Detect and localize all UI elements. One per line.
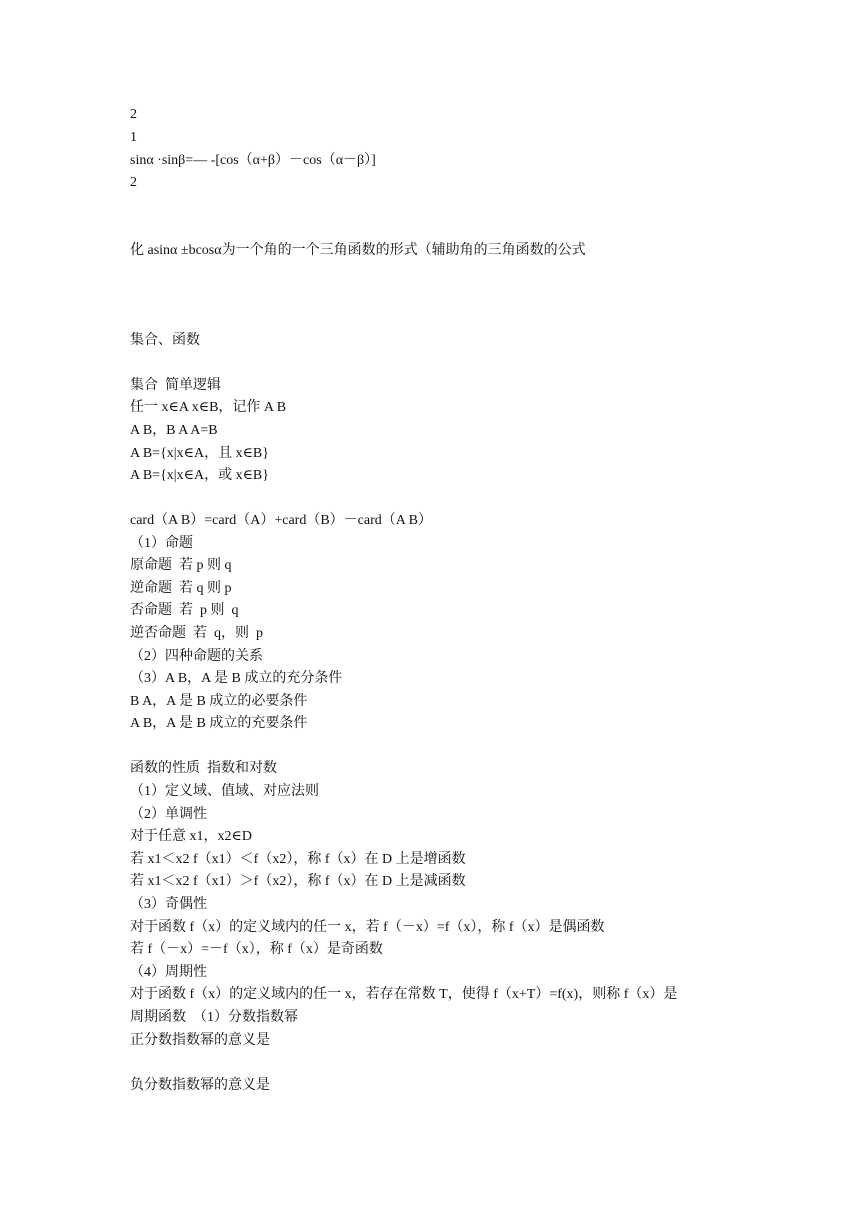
formula-line: card（A B）=card（A）+card（B）－card（A B）: [130, 513, 432, 528]
text-line: 1: [130, 130, 137, 145]
section-heading: 集合、函数: [130, 333, 200, 348]
text-line: 若 x1＜x2 f（x1）＞f（x2），称 f（x）在 D 上是减函数: [130, 874, 466, 889]
text-line: （3）奇偶性: [130, 897, 207, 912]
formula-line: sinα ·sinβ=— -[cos（α+β）－cos（α－β）]: [130, 153, 376, 168]
text-line: （2）单调性: [130, 807, 207, 822]
text-line: A B={x|x∈A，或 x∈B}: [130, 468, 269, 483]
text-line: A B={x|x∈A，且 x∈B}: [130, 446, 269, 461]
text-line: 否命题 若 p 则 q: [130, 603, 239, 618]
text-line: A B，A 是 B 成立的充要条件: [130, 716, 308, 731]
text-line: 负分数指数幂的意义是: [130, 1078, 270, 1093]
text-line: 化 asinα ±bcosα为一个角的一个三角函数的形式（辅助角的三角函数的公式: [130, 243, 586, 258]
text-line: （2）四种命题的关系: [130, 649, 263, 664]
text-line: A B，B A A=B: [130, 423, 218, 438]
text-line: B A，A 是 B 成立的必要条件: [130, 694, 308, 709]
subsection-heading: 集合 简单逻辑: [130, 378, 221, 393]
text-line: 若 x1＜x2 f（x1）＜f（x2），称 f（x）在 D 上是增函数: [130, 852, 466, 867]
text-line: 若 f（－x）=－f（x），称 f（x）是奇函数: [130, 942, 383, 957]
subsection-heading: 函数的性质 指数和对数: [130, 761, 277, 776]
text-line: 逆否命题 若 q，则 p: [130, 626, 263, 641]
text-line: 对于任意 x1，x2∈D: [130, 829, 252, 844]
text-line: 2: [130, 107, 137, 122]
text-line: （1）定义域、值域、对应法则: [130, 784, 319, 799]
text-line: 对于函数 f（x）的定义域内的任一 x，若 f（－x）=f（x），称 f（x）是偶函数: [130, 920, 605, 935]
text-line: （4）周期性: [130, 965, 207, 980]
text-line: 正分数指数幂的意义是: [130, 1033, 270, 1048]
text-line: （1）命题: [130, 536, 193, 551]
text-line: 对于函数 f（x）的定义域内的任一 x，若存在常数 T，使得 f（x+T）=f(x)，则称 f（x）是: [130, 987, 678, 1002]
text-line: （3）A B，A 是 B 成立的充分条件: [130, 671, 343, 686]
text-line: 周期函数 （1）分数指数幂: [130, 1010, 298, 1025]
text-line: 逆命题 若 q 则 p: [130, 581, 232, 596]
text-line: 原命题 若 p 则 q: [130, 558, 232, 573]
text-line: 2: [130, 175, 137, 190]
text-line: 任一 x∈A x∈B，记作 A B: [130, 400, 287, 415]
